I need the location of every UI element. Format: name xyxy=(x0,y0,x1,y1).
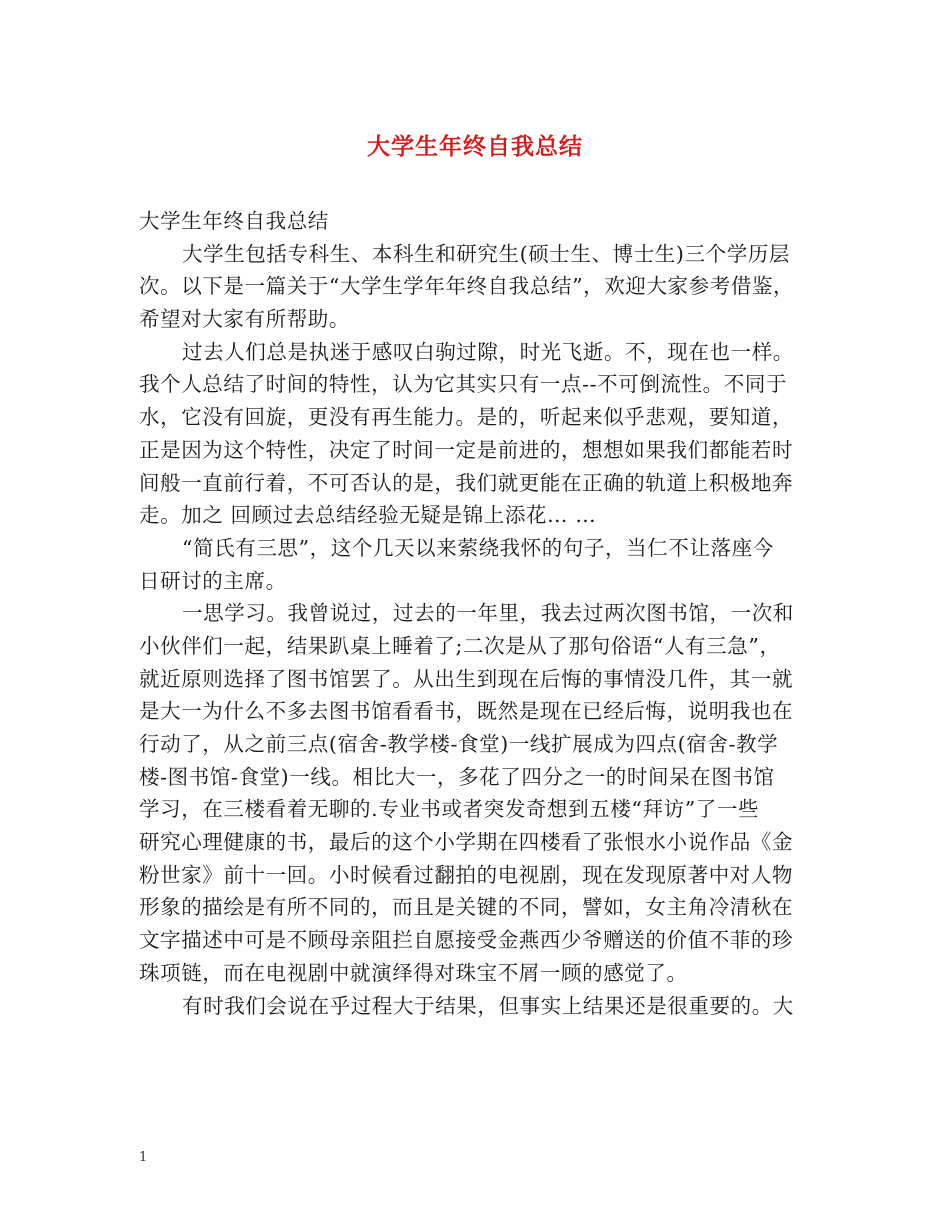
text-line: 一思学习。我曾说过，过去的一年里，我去过两次图书馆，一次和 xyxy=(182,601,794,626)
text-line: 走。加之 回顾过去总结经验无疑是锦上添花… … xyxy=(139,503,597,528)
text-line: 间般一直前行着，不可否认的是，我们就更能在正确的轨道上积极地奔 xyxy=(139,470,794,495)
text-line: 大学生包括专科生、本科生和研究生(硕士生、博士生)三个学历层 xyxy=(182,241,790,266)
text-line: 形象的描绘是有所不同的，而且是关键的不同，譬如，女主角冷清秋在 xyxy=(139,895,794,920)
text-line: 正是因为这个特性，决定了时间一定是前进的，想想如果我们都能若时 xyxy=(139,437,794,462)
text-line: 我个人总结了时间的特性，认为它其实只有一点--不可倒流性。不同于 xyxy=(139,372,788,397)
text-line: 水，它没有回旋，更没有再生能力。是的，听起来似乎悲观，要知道， xyxy=(139,405,794,430)
text-line: 珠项链，而在电视剧中就演绎得对珠宝不屑一顾的感觉了。 xyxy=(139,960,688,985)
text-line: 日研讨的主席。 xyxy=(139,568,287,593)
text-line: 有时我们会说在乎过程大于结果，但事实上结果还是很重要的。大 xyxy=(182,993,794,1018)
text-line: “简氏有三思”，这个几天以来萦绕我怀的句子，当仁不让落座今 xyxy=(182,535,774,560)
text-line: 希望对大家有所帮助。 xyxy=(139,307,350,332)
text-line: 小伙伴们一起，结果趴桌上睡着了;二次是从了那句俗语“人有三急”， xyxy=(139,633,781,658)
text-line: 研究心理健康的书，最后的这个小学期在四楼看了张恨水小说作品《金 xyxy=(139,830,794,855)
document-body xyxy=(139,205,819,1022)
text-line: 大学生年终自我总结 xyxy=(139,209,329,233)
text-line: 就近原则选择了图书馆罢了。从出生到现在后悔的事情没几件，其一就 xyxy=(139,666,794,691)
text-line: 粉世家》前十一回。小时候看过翻拍的电视剧，现在发现原著中对人物 xyxy=(139,862,794,887)
page-number: 1 xyxy=(139,1150,148,1165)
text-line: 行动了，从之前三点(宿舍-教学楼-食堂)一线扩展成为四点(宿舍-教学 xyxy=(139,732,779,756)
text-line: 楼-图书馆-食堂)一线。相比大一，多花了四分之一的时间呆在图书馆 xyxy=(139,764,775,789)
text-line: 文字描述中可是不顾母亲阻拦自愿接受金燕西少爷赠送的价值不菲的珍 xyxy=(139,928,794,953)
text-line: 过去人们总是执迷于感叹白驹过隙，时光飞逝。不，现在也一样。 xyxy=(182,339,794,364)
text-line: 次。以下是一篇关于“大学生学年年终自我总结”，欢迎大家参考借鉴， xyxy=(139,274,795,299)
document-title: 大学生年终自我总结 xyxy=(367,133,583,160)
text-line: 是大一为什么不多去图书馆看看书，既然是现在已经后悔，说明我也在 xyxy=(139,699,794,724)
text-line: 学习，在三楼看着无聊的.专业书或者突发奇想到五楼“拜访”了一些 xyxy=(139,797,760,822)
